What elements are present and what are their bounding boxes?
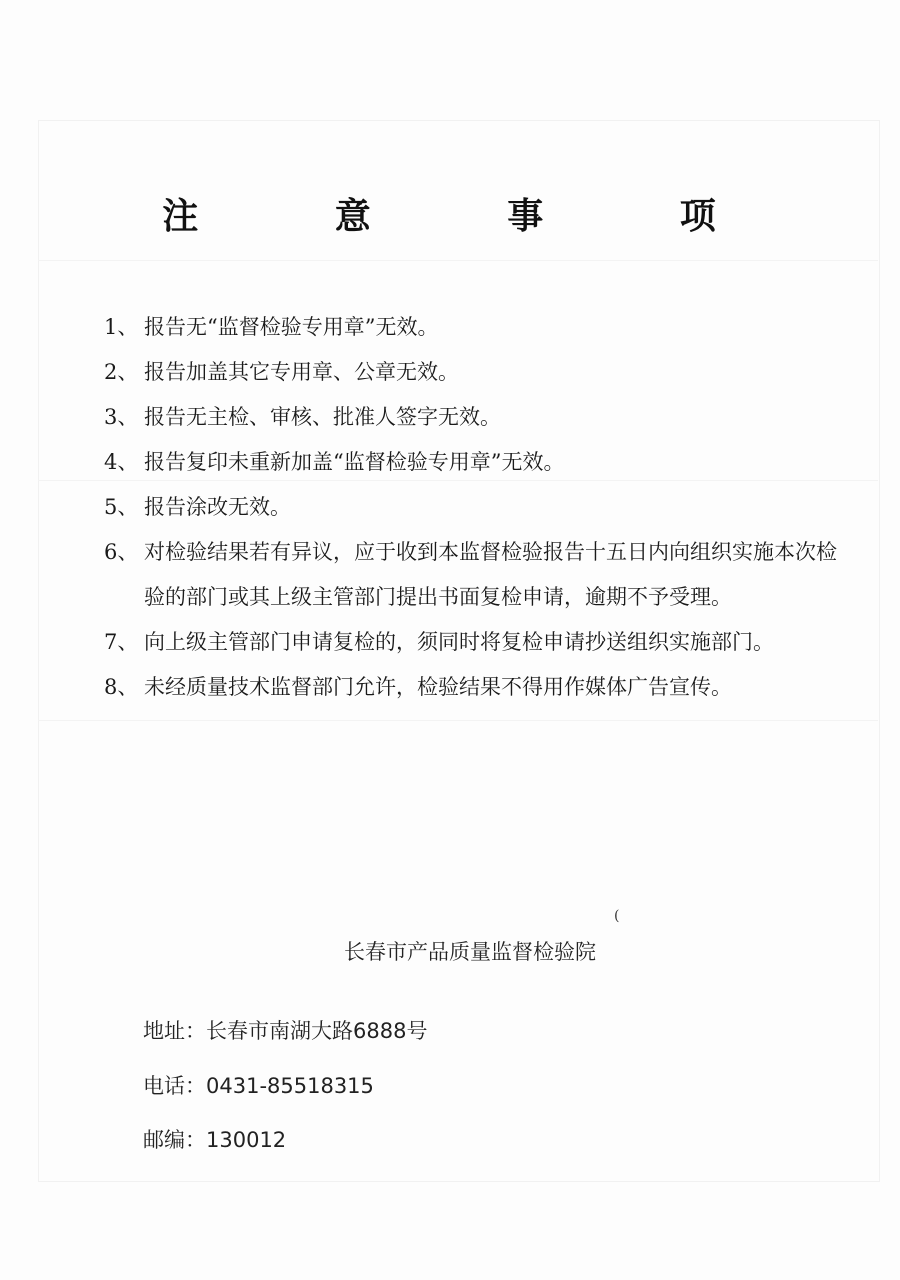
note-text: 未经质量技术监督部门允许，检验结果不得用作媒体广告宣传。	[144, 675, 732, 699]
note-text: 向上级主管部门申请复检的，须同时将复检申请抄送组织实施部门。	[144, 630, 774, 654]
show-through-line	[38, 260, 878, 261]
postal-code-line: 邮编：130012	[143, 1128, 287, 1152]
note-number: 5、	[104, 495, 139, 519]
note-text: 对检验结果若有异议，应于收到本监督检验报告十五日内向组织实施本次检验的部门或其上级主管部门提出书面复检申请，逾期不予受理。	[144, 540, 837, 609]
note-item	[104, 620, 844, 665]
note-item	[104, 350, 844, 395]
note-item	[104, 305, 844, 350]
note-number: 8、	[104, 675, 139, 699]
note-number: 2、	[104, 360, 139, 384]
note-number: 6、	[104, 540, 139, 564]
note-item	[104, 665, 844, 710]
address-line: 地址：长春市南湖大路6888号	[143, 1019, 428, 1043]
note-number: 3、	[104, 405, 139, 429]
note-item	[104, 395, 844, 440]
note-text: 报告无主检、审核、批准人签字无效。	[144, 405, 501, 429]
page-title: 注 意 事 项	[162, 196, 778, 237]
pen-mark: (	[614, 908, 620, 924]
note-text: 报告复印未重新加盖“监督检验专用章”无效。	[144, 450, 565, 474]
note-item	[104, 485, 844, 530]
show-through-line	[38, 720, 878, 721]
organization-name: 长春市产品质量监督检验院	[344, 940, 596, 964]
note-item	[104, 530, 844, 620]
note-text: 报告无“监督检验专用章”无效。	[144, 315, 439, 339]
note-number: 1、	[104, 315, 139, 339]
note-text: 报告涂改无效。	[144, 495, 291, 519]
note-text: 报告加盖其它专用章、公章无效。	[144, 360, 459, 384]
note-number: 7、	[104, 630, 139, 654]
notes-list	[104, 305, 844, 710]
note-number: 4、	[104, 450, 139, 474]
phone-line: 电话：0431-85518315	[143, 1074, 374, 1098]
note-item	[104, 440, 844, 485]
